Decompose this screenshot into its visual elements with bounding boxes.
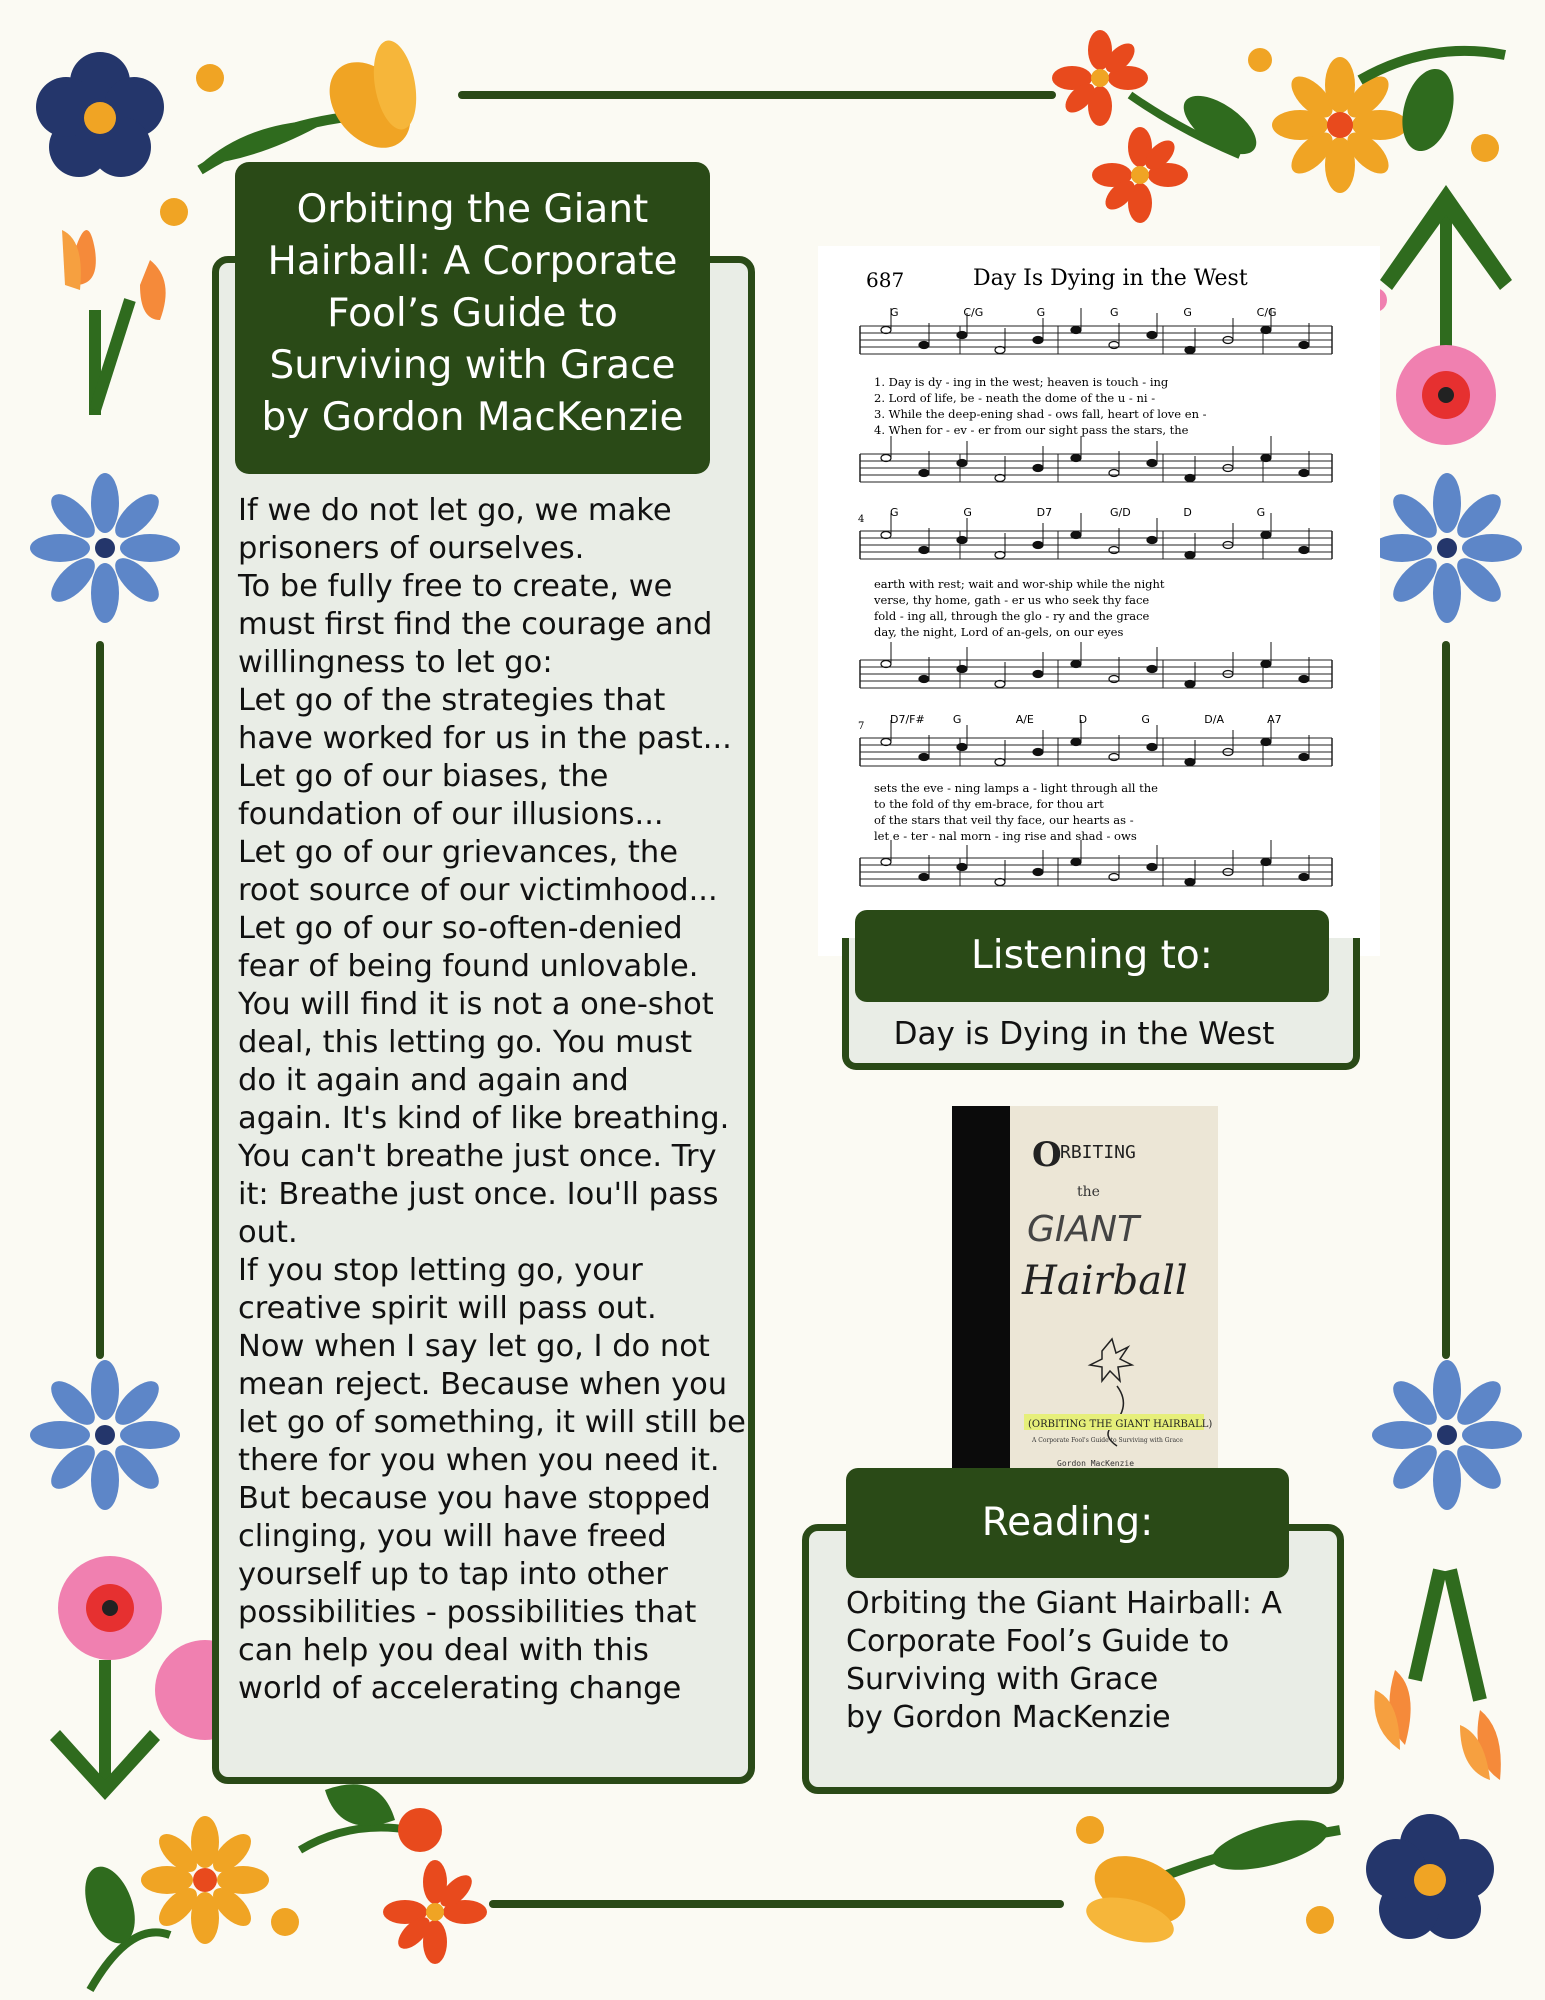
note-head bbox=[1033, 542, 1043, 549]
music-notation bbox=[818, 246, 1380, 956]
lyric-line: day, the night, Lord of an-gels, on our eyes bbox=[874, 625, 1124, 639]
note-head bbox=[1185, 475, 1195, 482]
quote-line: deal, this letting go. You must bbox=[238, 1025, 693, 1060]
note-head bbox=[919, 676, 929, 683]
title-line: Fool’s Guide to bbox=[327, 291, 618, 336]
pink-flower-icon bbox=[1363, 288, 1496, 445]
lyric-line: earth with rest; wait and wor-ship while the night bbox=[874, 577, 1165, 591]
note-head bbox=[995, 681, 1005, 688]
chord-symbol: G bbox=[1036, 306, 1046, 319]
measure-number: 7 bbox=[858, 721, 865, 732]
quote-line: do it again and again and bbox=[238, 1063, 629, 1098]
svg-text:O: O bbox=[1032, 1135, 1062, 1175]
note-head bbox=[1299, 470, 1309, 477]
lyric-line: 3. While the deep-ening shad - ows fall, heart of love en - bbox=[874, 407, 1207, 421]
chord-symbol: G bbox=[1183, 306, 1192, 319]
quote-line: If you stop letting go, your bbox=[238, 1253, 643, 1288]
reading-line: Orbiting the Giant Hairball: A bbox=[846, 1586, 1282, 1621]
note-head bbox=[1071, 532, 1081, 539]
note-head bbox=[1147, 744, 1157, 751]
note-head bbox=[1299, 754, 1309, 761]
reading-line: Surviving with Grace bbox=[846, 1662, 1159, 1697]
note-head bbox=[1147, 537, 1157, 544]
note-head bbox=[995, 475, 1005, 482]
chord-symbol: G/D bbox=[1110, 506, 1131, 519]
quote-line: out. bbox=[238, 1215, 298, 1250]
note-head bbox=[881, 739, 891, 746]
listening-heading: Listening to: bbox=[855, 910, 1329, 1002]
lyric-line: 1. Day is dy - ing in the west; heaven is touch - ing bbox=[874, 375, 1169, 389]
quote-line: let go of something, it will still be bbox=[238, 1405, 746, 1440]
note-head bbox=[957, 460, 967, 467]
listening-song: Day is Dying in the West bbox=[893, 1016, 1275, 1052]
quote-line: root source of our victimhood... bbox=[238, 873, 718, 908]
quote-line: Let go of our biases, the bbox=[238, 759, 609, 794]
quote-line: clinging, you will have freed bbox=[238, 1519, 667, 1554]
book-cover-subtitle: A Corporate Fool's Guide to Surviving with Grace bbox=[1032, 1437, 1183, 1444]
svg-text:the: the bbox=[1077, 1184, 1100, 1200]
note-head bbox=[919, 754, 929, 761]
note-head bbox=[995, 347, 1005, 354]
chord-symbol: D7/F# bbox=[890, 713, 925, 726]
quote-line: foundation of our illusions... bbox=[238, 797, 664, 832]
quote-line: Let go of our so-often-denied bbox=[238, 911, 683, 946]
note-head bbox=[1299, 874, 1309, 881]
note-head bbox=[1033, 749, 1043, 756]
lyric-line: of the stars that veil thy face, our hearts as - bbox=[874, 813, 1134, 827]
note-head bbox=[1261, 661, 1271, 668]
note-head bbox=[1071, 859, 1081, 866]
note-head bbox=[995, 552, 1005, 559]
note-head bbox=[1033, 671, 1043, 678]
quote-line: must first find the courage and bbox=[238, 607, 713, 642]
measure-number: 4 bbox=[858, 514, 865, 525]
chord-symbol: G bbox=[1110, 306, 1119, 319]
note-head bbox=[1185, 347, 1195, 354]
note-head bbox=[1071, 455, 1081, 462]
title-line: by Gordon MacKenzie bbox=[261, 395, 684, 440]
title-line: Orbiting the Giant bbox=[296, 187, 649, 232]
note-head bbox=[1033, 465, 1043, 472]
chord-symbol: D/A bbox=[1204, 713, 1224, 726]
chord-symbol: G bbox=[1141, 713, 1150, 726]
quote-text bbox=[238, 492, 746, 1708]
note-head bbox=[1147, 666, 1157, 673]
note-head bbox=[957, 666, 967, 673]
svg-text:Hairball: Hairball bbox=[1022, 1258, 1188, 1304]
chord-symbol: G bbox=[963, 506, 972, 519]
note-head bbox=[1185, 879, 1195, 886]
quote-line: fear of being found unlovable. bbox=[238, 949, 699, 984]
blue-flower-icon bbox=[1372, 1360, 1522, 1510]
reading-line: by Gordon MacKenzie bbox=[846, 1700, 1171, 1735]
lyric-line: fold - ing all, through the glo - ry and the grace bbox=[874, 609, 1150, 623]
note-head bbox=[957, 537, 967, 544]
quote-line: Now when I say let go, I do not bbox=[238, 1329, 710, 1364]
note-head bbox=[1147, 332, 1157, 339]
lyric-line: 4. When for - ev - er from our sight pass the stars, the bbox=[874, 423, 1189, 437]
note-head bbox=[1299, 547, 1309, 554]
note-head bbox=[1071, 327, 1081, 334]
chord-symbol: G bbox=[890, 506, 899, 519]
chord-symbol: G bbox=[1256, 506, 1266, 519]
hymn-title: Day Is Dying in the West bbox=[973, 266, 1248, 291]
note-head bbox=[1299, 676, 1309, 683]
lyric-line: sets the eve - ning lamps a - light through all the bbox=[874, 781, 1158, 795]
note-head bbox=[919, 874, 929, 881]
quote-line: mean reject. Because when you bbox=[238, 1367, 728, 1402]
title-line: Surviving with Grace bbox=[269, 343, 676, 388]
tulip-icon bbox=[1081, 1843, 1196, 1951]
chord-symbol: D bbox=[1183, 506, 1192, 519]
reading-line: Corporate Fool’s Guide to bbox=[846, 1624, 1230, 1659]
note-head bbox=[919, 547, 929, 554]
chord-symbol: A/E bbox=[1015, 713, 1034, 726]
quote-line: prisoners of ourselves. bbox=[238, 531, 585, 566]
note-head bbox=[1185, 552, 1195, 559]
quote-line: But because you have stopped bbox=[238, 1481, 711, 1516]
quote-line: again. It's kind of like breathing. bbox=[238, 1101, 730, 1136]
quote-line: Let go of our grievances, the bbox=[238, 835, 678, 870]
note-head bbox=[919, 470, 929, 477]
navy-flower-icon bbox=[36, 52, 164, 177]
note-head bbox=[1299, 342, 1309, 349]
quote-line: there for you when you need it. bbox=[238, 1443, 720, 1478]
lyric-line: verse, thy home, gath - er us who seek thy face bbox=[874, 593, 1150, 607]
note-head bbox=[1147, 864, 1157, 871]
note-head bbox=[1033, 869, 1043, 876]
note-head bbox=[1033, 337, 1043, 344]
note-head bbox=[957, 864, 967, 871]
chord-symbol: D bbox=[1078, 713, 1088, 726]
title-line: Hairball: A Corporate bbox=[267, 239, 678, 284]
note-head bbox=[957, 332, 967, 339]
note-head bbox=[1185, 681, 1195, 688]
note-head bbox=[1071, 739, 1081, 746]
navy-flower-icon bbox=[1366, 1814, 1494, 1939]
blue-flower-icon bbox=[30, 1360, 180, 1510]
note-head bbox=[1261, 532, 1271, 539]
orange-flower-icon bbox=[141, 1816, 269, 1944]
lyric-line: to the fold of thy em-brace, for thou art bbox=[874, 797, 1104, 811]
quote-line: willingness to let go: bbox=[238, 645, 553, 680]
quote-line: To be fully free to create, we bbox=[238, 569, 673, 604]
book-cover-art bbox=[952, 1106, 1218, 1472]
quote-line: world of accelerating change bbox=[238, 1671, 682, 1706]
book-cover-author: Gordon MacKenzie bbox=[1057, 1459, 1135, 1468]
note-head bbox=[881, 859, 891, 866]
note-head bbox=[957, 744, 967, 751]
lyric-line: 2. Lord of life, be - neath the dome of the u - ni - bbox=[874, 391, 1156, 405]
chord-symbol: G bbox=[952, 713, 962, 726]
quote-line: yourself up to tap into other bbox=[238, 1557, 668, 1592]
note-head bbox=[995, 879, 1005, 886]
note-head bbox=[881, 661, 891, 668]
orange-flower-icon bbox=[1272, 57, 1408, 193]
hymn-number: 687 bbox=[866, 268, 905, 292]
quote-line: If we do not let go, we make bbox=[238, 493, 672, 528]
chord-symbol: D7 bbox=[1036, 506, 1053, 519]
tulip-icon bbox=[313, 37, 427, 163]
note-head bbox=[1261, 455, 1271, 462]
red-flower-icon bbox=[383, 1860, 487, 1964]
red-flower-icon bbox=[1092, 127, 1188, 223]
note-head bbox=[1147, 460, 1157, 467]
blue-flower-icon bbox=[1372, 473, 1522, 623]
hymn-sheet-music bbox=[818, 246, 1380, 956]
note-head bbox=[995, 759, 1005, 766]
note-head bbox=[1261, 327, 1271, 334]
quote-line: You can't breathe just once. Try bbox=[238, 1139, 717, 1174]
note-head bbox=[881, 532, 891, 539]
red-flower-icon bbox=[1052, 30, 1148, 126]
note-head bbox=[1071, 661, 1081, 668]
chord-symbol: C/G bbox=[1256, 306, 1277, 319]
quote-line: have worked for us in the past... bbox=[238, 721, 732, 756]
svg-text:RBITING: RBITING bbox=[1060, 1142, 1136, 1163]
note-head bbox=[1261, 739, 1271, 746]
note-head bbox=[881, 327, 891, 334]
note-head bbox=[919, 342, 929, 349]
quote-line: You will find it is not a one-shot bbox=[238, 987, 714, 1022]
quote-line: creative spirit will pass out. bbox=[238, 1291, 657, 1326]
chord-symbol: C/G bbox=[963, 306, 984, 319]
book-title-box bbox=[235, 162, 710, 474]
chord-symbol: G bbox=[890, 306, 899, 319]
reading-heading: Reading: bbox=[846, 1468, 1289, 1578]
note-head bbox=[1261, 859, 1271, 866]
lyric-line: let e - ter - nal morn - ing rise and shad - ows bbox=[874, 829, 1137, 843]
quote-line: Let go of the strategies that bbox=[238, 683, 666, 718]
note-head bbox=[881, 455, 891, 462]
quote-line: possibilities - possibilities that bbox=[238, 1595, 697, 1630]
reading-text bbox=[846, 1585, 1326, 1737]
quote-line: it: Breathe just once. Iou'll pass bbox=[238, 1177, 719, 1212]
book-cover-banner: (ORBITING THE GIANT HAIRBALL) bbox=[1028, 1419, 1213, 1430]
book-cover-image bbox=[952, 1106, 1218, 1472]
blue-flower-icon bbox=[30, 473, 180, 623]
note-head bbox=[1185, 759, 1195, 766]
quote-line: can help you deal with this bbox=[238, 1633, 649, 1668]
svg-text:GIANT: GIANT bbox=[1027, 1209, 1140, 1250]
chord-symbol: A7 bbox=[1267, 713, 1282, 726]
